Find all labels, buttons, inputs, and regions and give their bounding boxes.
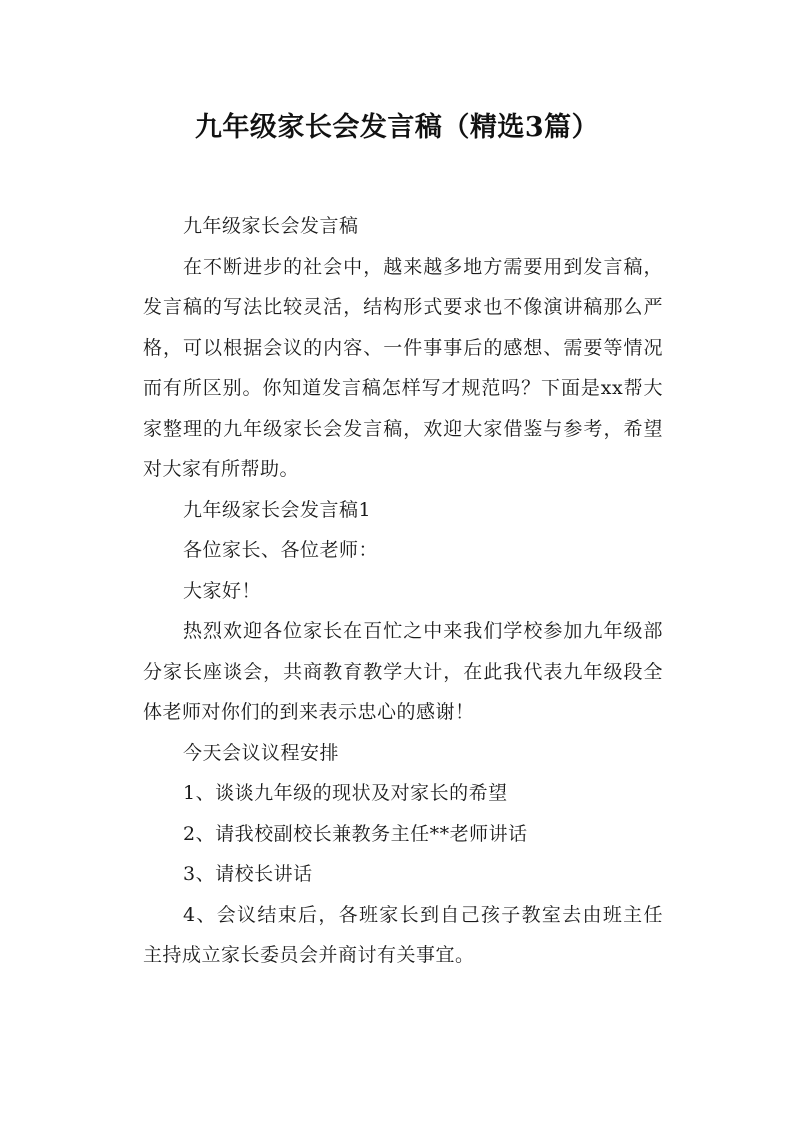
agenda-heading: 今天会议议程安排 bbox=[183, 741, 340, 764]
agenda-item: 4、会议结束后，各班家长到自己孩子教室去由班主任主持成立家长委员会并商讨有关事宜。 bbox=[143, 903, 663, 966]
agenda-item: 1、谈谈九年级的现状及对家长的希望 bbox=[183, 782, 508, 804]
document-body bbox=[143, 206, 663, 976]
speech-1-heading: 九年级家长会发言稿1 bbox=[183, 498, 372, 521]
welcome-paragraph: 热烈欢迎各位家长在百忙之中来我们学校参加九年级部分家长座谈会，共商教育教学大计，在此我代表九年级段全体老师对你们的到来表示忠心的感谢！ bbox=[143, 620, 663, 723]
greeting: 大家好！ bbox=[183, 579, 262, 602]
salutation: 各位家长、各位老师： bbox=[183, 539, 379, 561]
section-heading: 九年级家长会发言稿 bbox=[183, 215, 359, 237]
document-title: 九年级家长会发言稿（精选3篇） bbox=[194, 112, 600, 143]
agenda-item: 3、请校长讲话 bbox=[183, 863, 313, 885]
intro-paragraph: 在不断进步的社会中，越来越多地方需要用到发言稿，发言稿的写法比较灵活，结构形式要求也不像演讲稿那么严格，可以根据会议的内容、一件事事后的感想、需要等情况而有所区别。你知道发言稿怎样写才规范吗？下面是xx帮大家整理的九年级家长会发言稿，欢迎大家借鉴与参考，希望对大家有所帮助。 bbox=[143, 255, 663, 480]
agenda-item: 2、请我校副校长兼教务主任**老师讲话 bbox=[183, 822, 528, 845]
